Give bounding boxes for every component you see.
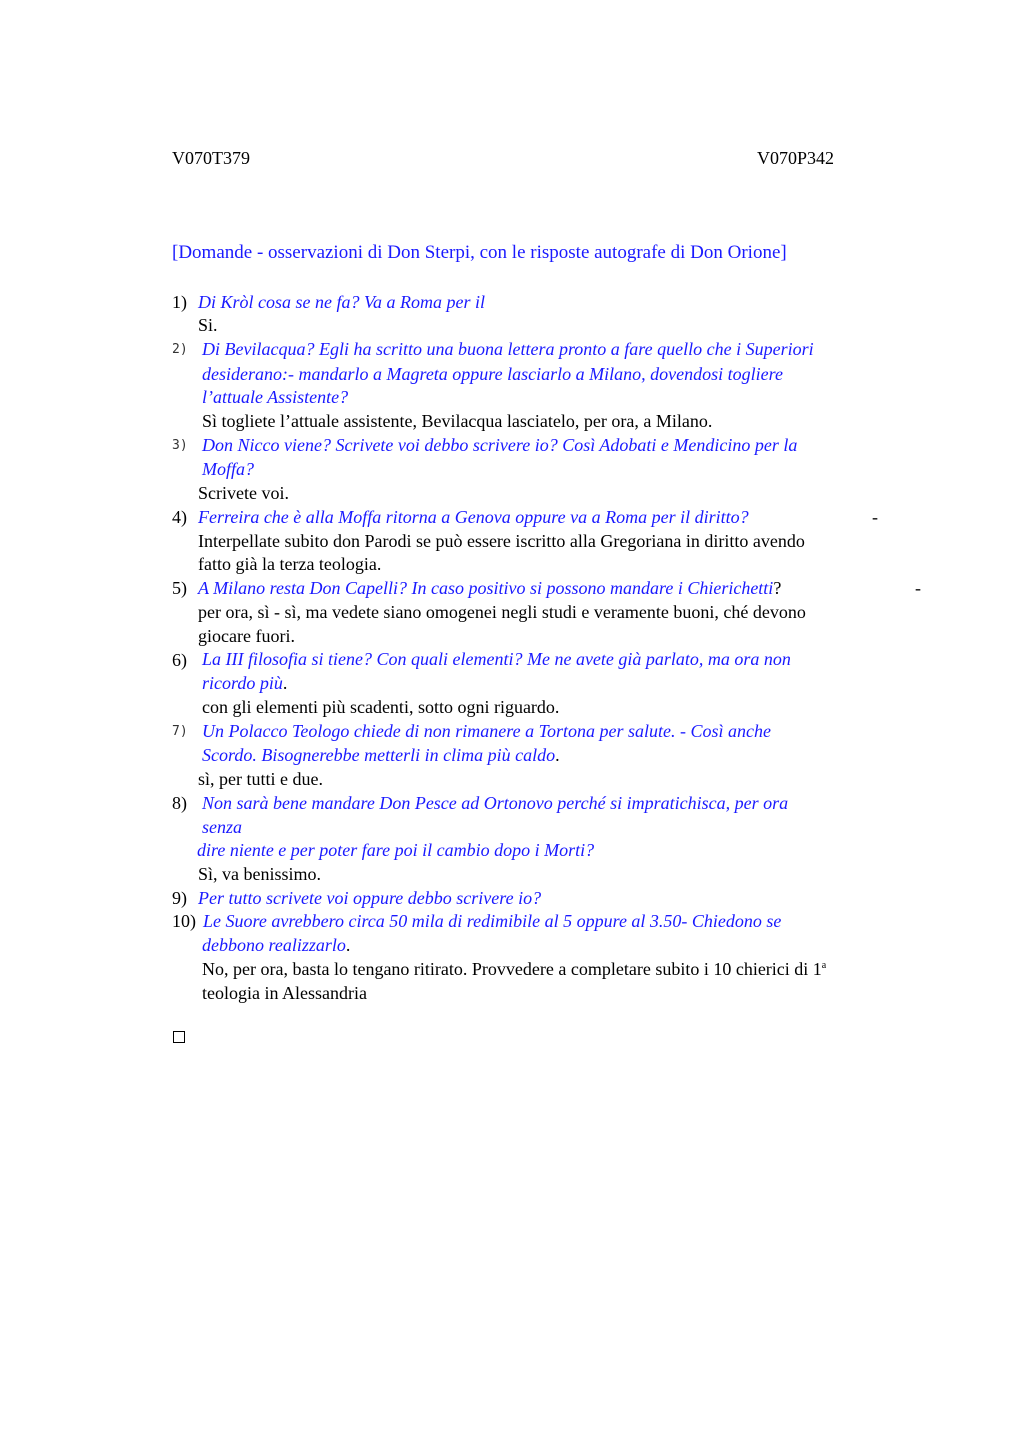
- question-line: Di Kròl cosa se ne fa? Va a Roma per il: [198, 292, 485, 312]
- separator-dash: -: [915, 578, 921, 598]
- question-tail: .: [282, 673, 288, 693]
- question-line: A Milano resta Don Capelli? In caso positivo si possono mandare i Chierichetti: [198, 578, 774, 598]
- question-line: La III filosofia si tiene? Con quali elementi? Me ne avete già parlato, ma ora non: [202, 649, 791, 669]
- question-line: Ferreira che è alla Moffa ritorna a Genova oppure va a Roma per il diritto?: [198, 507, 749, 527]
- item-number: 6): [172, 650, 187, 670]
- question-line: Di Bevilacqua? Egli ha scritto una buona lettera pronto a fare quello che i Superiori: [202, 339, 814, 359]
- ordinal-superscript: a: [821, 960, 827, 971]
- item-number: 5): [172, 578, 187, 598]
- item-number: 8): [172, 793, 187, 813]
- answer-line: giocare fuori.: [198, 626, 295, 646]
- answer-line: per ora, sì - sì, ma vedete siano omogenei negli studi e veramente buoni, ché devono: [198, 602, 806, 622]
- item-number: 9): [172, 888, 187, 908]
- question-line: desiderano:- mandarlo a Magreta oppure lasciarlo a Milano, dovendosi togliere: [202, 364, 783, 384]
- item-number: 1): [172, 292, 187, 312]
- question-line-wrap: [202, 933, 350, 957]
- item-number: 2): [172, 342, 188, 357]
- answer-line: Sì togliete l’attuale assistente, Bevilacqua lasciatelo, per ora, a Milano.: [202, 411, 713, 431]
- document-title: [Domande - osservazioni di Don Sterpi, con le risposte autografe di Don Orione]: [172, 242, 787, 263]
- question-line: Don Nicco viene? Scrivete voi debbo scrivere io? Così Adobati e Mendicino per la: [202, 435, 798, 455]
- question-line: l’attuale Assistente?: [202, 387, 349, 407]
- question-line: debbono realizzarlo: [202, 935, 346, 955]
- question-line: senza: [202, 817, 242, 837]
- document-code-right: V070P342: [757, 148, 835, 168]
- question-line: Un Polacco Teologo chiede di non rimanere a Tortona per salute. - Così anche: [202, 721, 771, 741]
- document-code-left: V070T379: [172, 148, 250, 168]
- question-line: ricordo più: [202, 673, 283, 693]
- answer-line: fatto già la terza teologia.: [198, 554, 382, 574]
- question-line: Scordo. Bisognerebbe metterli in clima più caldo: [202, 745, 556, 765]
- question-line-wrap: [202, 743, 560, 767]
- item-number: 7): [172, 724, 188, 739]
- item-number: 4): [172, 507, 187, 527]
- question-tail: .: [345, 935, 351, 955]
- separator-dash: -: [872, 507, 878, 527]
- question-tail: ?: [773, 578, 782, 598]
- answer-line: Interpellate subito don Parodi se può essere iscritto alla Gregoriana in diritto avendo: [198, 531, 805, 551]
- question-line: dire niente e per poter fare poi il cambio dopo i Morti?: [197, 840, 595, 860]
- answer-line: con gli elementi più scadenti, sotto ogni riguardo.: [202, 697, 560, 717]
- question-line-wrap: [198, 576, 781, 600]
- answer-line: Si.: [198, 315, 218, 335]
- item-number: 10): [172, 911, 196, 931]
- question-line: Moffa?: [202, 459, 254, 479]
- question-line-wrap: [202, 671, 287, 695]
- question-line: Per tutto scrivete voi oppure debbo scrivere io?: [198, 888, 542, 908]
- item-number: 3): [172, 438, 188, 453]
- answer-line: No, per ora, basta lo tengano ritirato. Provvedere a completare subito i 10 chierici di 1: [202, 959, 822, 979]
- answer-line: sì, per tutti e due.: [198, 769, 323, 789]
- answer-line: Sì, va benissimo.: [198, 864, 322, 884]
- answer-line: Scrivete voi.: [198, 483, 289, 503]
- question-line: Non sarà bene mandare Don Pesce ad Ortonovo perché si impratichisca, per ora: [202, 793, 789, 813]
- end-marker-checkbox-icon: [173, 1031, 185, 1043]
- question-line: Le Suore avrebbero circa 50 mila di redimibile al 5 oppure al 3.50- Chiedono se: [203, 911, 782, 931]
- question-tail: .: [555, 745, 560, 765]
- answer-line: teologia in Alessandria: [202, 983, 367, 1003]
